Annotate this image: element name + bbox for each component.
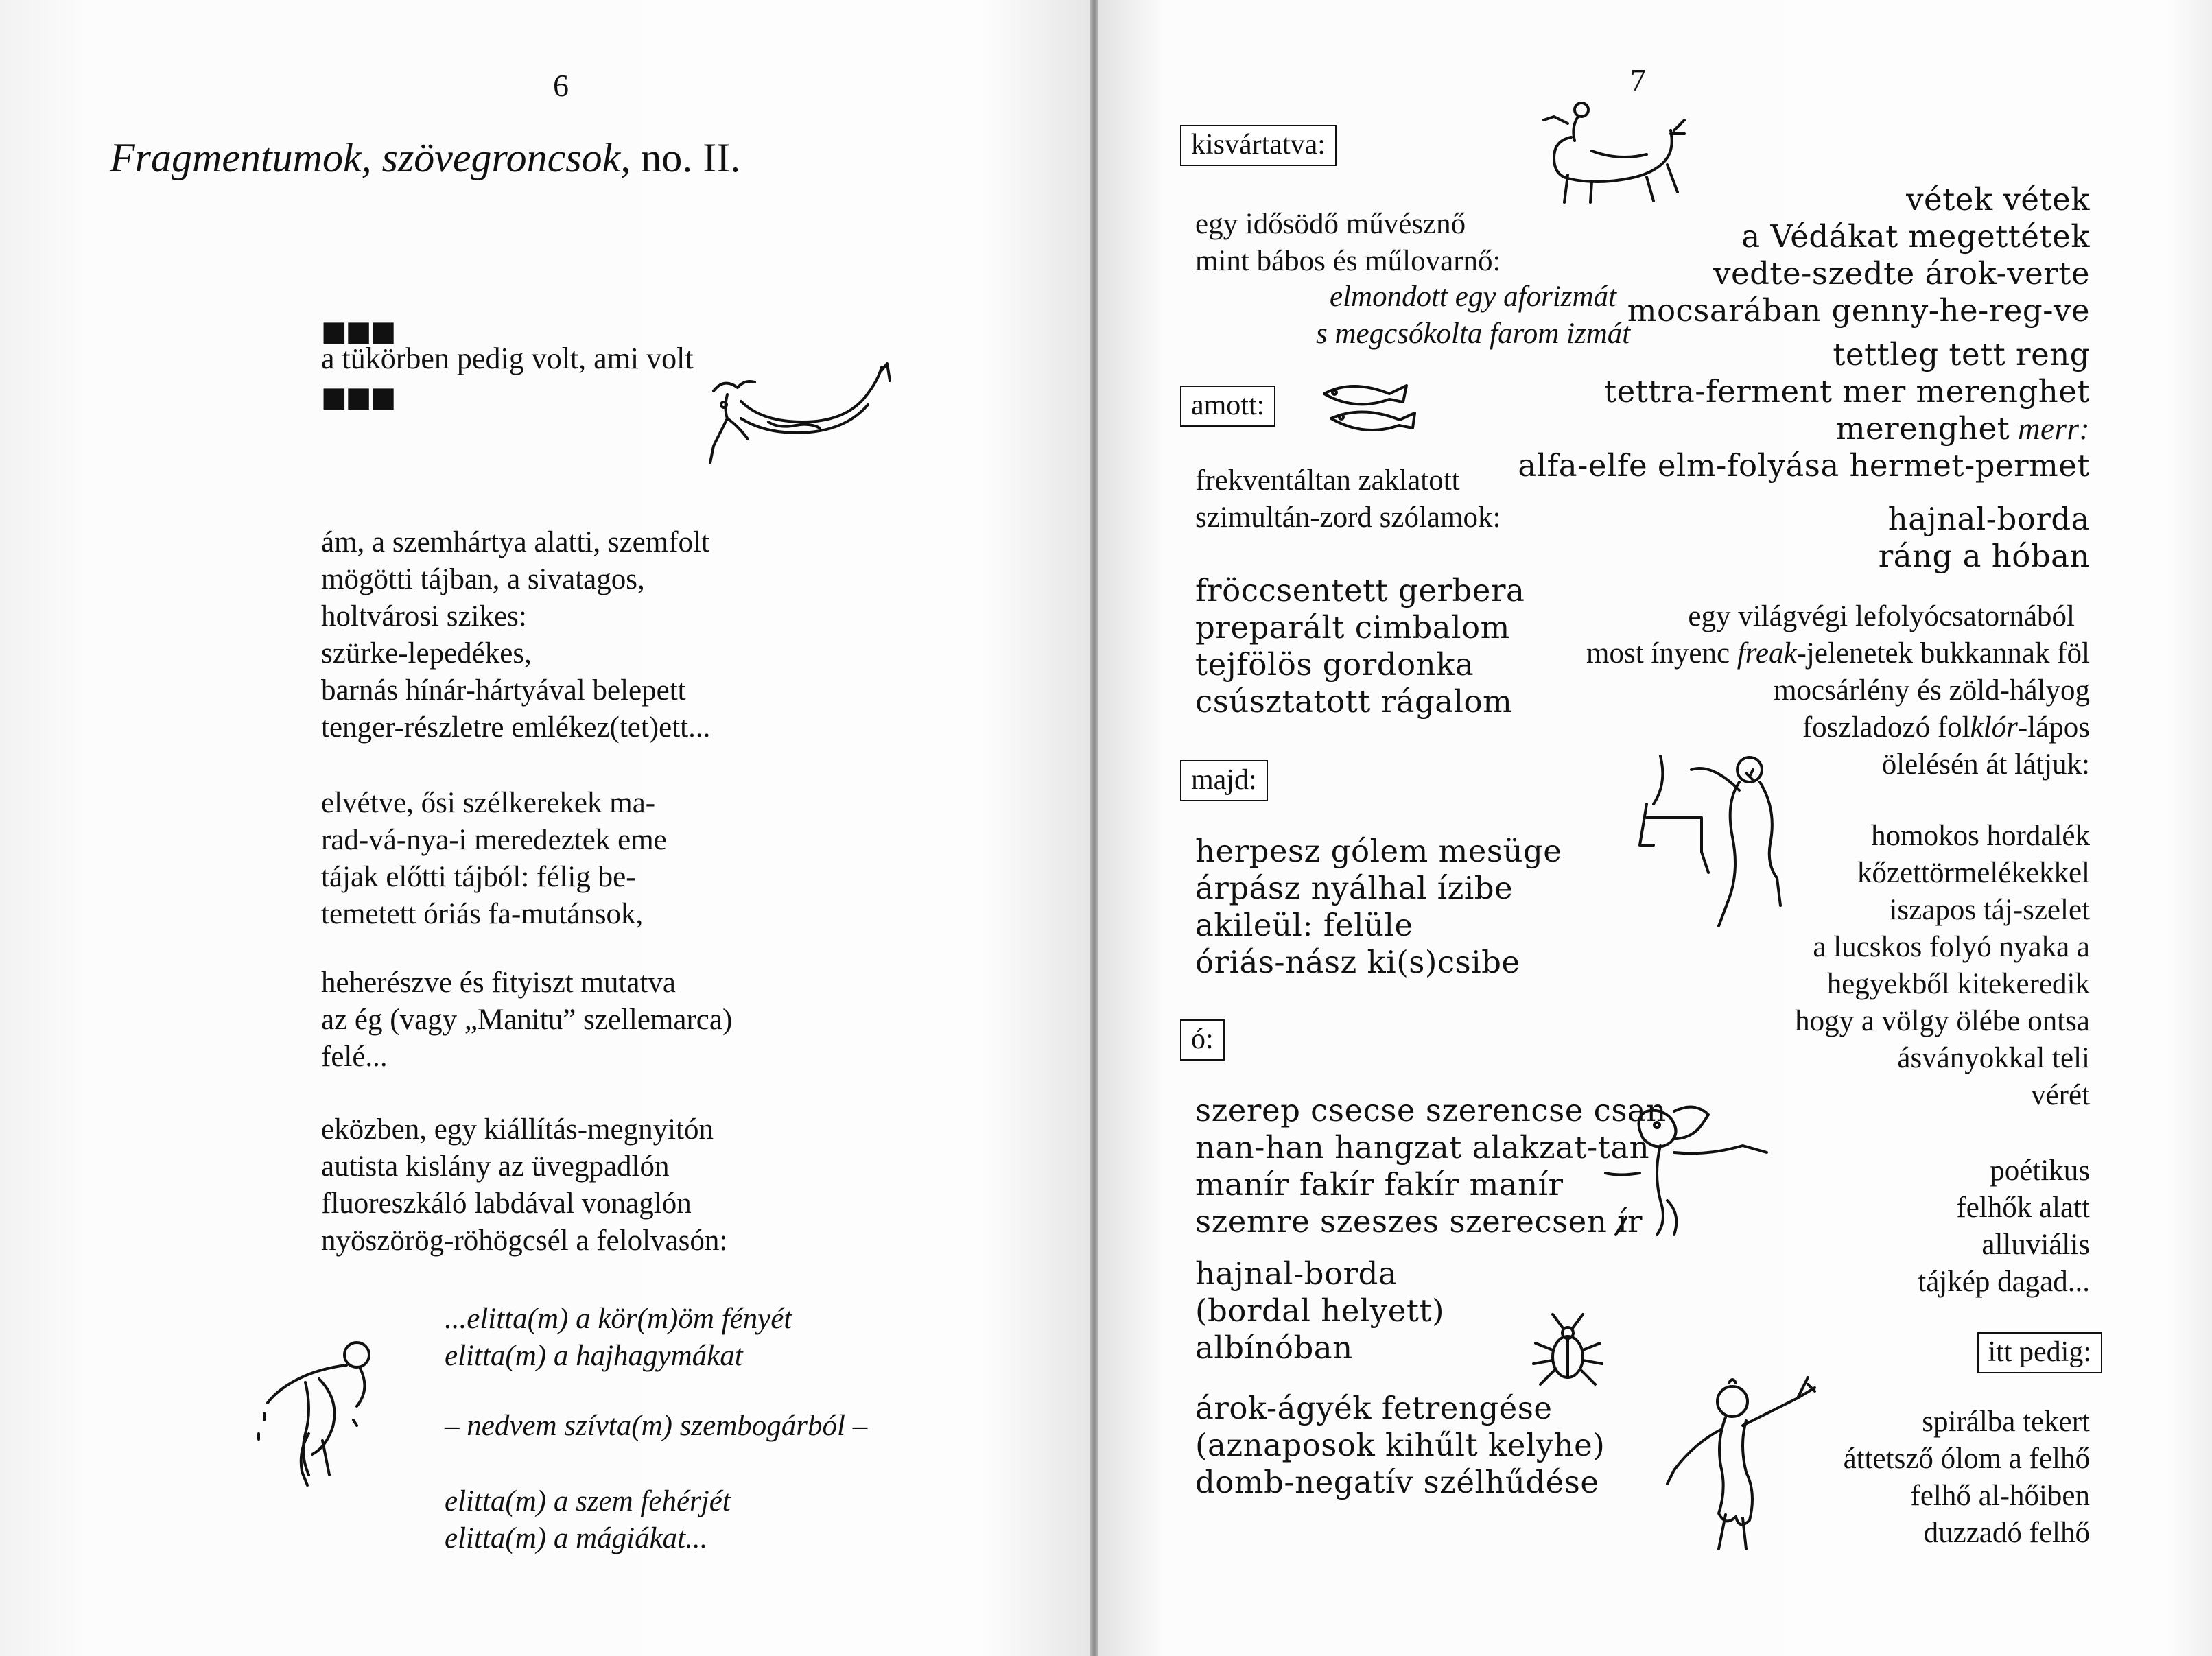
stanza-2-line: temetett óriás fa-mutánsok, <box>321 898 644 930</box>
verse-line: preparált cimbalom <box>1195 609 1510 646</box>
verse-line: hajnal-borda <box>1195 1255 1398 1292</box>
verse-text-italic: klór <box>1970 711 2018 744</box>
italic-quote-c <box>445 1483 731 1557</box>
verse-line <box>1518 410 2090 447</box>
left-block-2 <box>1195 462 1501 536</box>
verse-line: szimultán-zord szólamok: <box>1195 501 1501 534</box>
page-number-right: 7 <box>1630 62 1646 97</box>
stanza-3-line: felé... <box>321 1041 388 1073</box>
stanza-1-line: ám, a szemhártya alatti, szemfolt <box>321 526 709 558</box>
verse-line <box>1586 635 2090 672</box>
stanza-1 <box>321 524 710 746</box>
stanza-2 <box>321 785 667 933</box>
verse-text-italic: freak <box>1737 637 1797 670</box>
verse-text: -lápos <box>2017 711 2090 744</box>
verse-word: merenghet <box>1835 410 2010 447</box>
label-majd: majd: <box>1180 760 1268 801</box>
verse-line: árpász nyálhal ízibe <box>1195 870 1514 906</box>
stanza-3 <box>321 965 732 1076</box>
stanza-2-line: elvétve, ősi szélkerekek ma- <box>321 787 656 819</box>
right-page <box>1098 0 2212 1656</box>
verse-text: -jelenetek bukkannak föl <box>1796 637 2090 670</box>
verse-line: mocsarában genny-he-reg-ve <box>1627 292 2090 329</box>
verse-line: homokos hordalék <box>1871 820 2090 852</box>
verse-line: óriás-nász ki(s)csibe <box>1195 944 1520 980</box>
label-o: ó: <box>1180 1019 1225 1061</box>
figure-drawing-icon <box>244 1338 381 1489</box>
verse-text: foszladozó fol <box>1802 711 1970 744</box>
stanza-3-line: az ég (vagy „Manitu” szellemarca) <box>321 1004 733 1036</box>
verse-line: mocsárlény és zöld-hályog <box>1774 674 2090 707</box>
right-block-1 <box>1627 181 2090 329</box>
italic-quote-line: elitta(m) a mágiákat... <box>445 1522 708 1554</box>
verse-line: vérét <box>2031 1079 2090 1111</box>
verse-line: akileül: felüle <box>1195 907 1413 943</box>
left-block-1 <box>1195 206 1501 280</box>
verse-line: alfa-elfe elm-folyása hermet-permet <box>1518 447 2090 484</box>
label-itt-pedig: itt pedig: <box>1977 1332 2103 1373</box>
verse-line: egy idősödő művésznő <box>1195 208 1466 240</box>
left-block-3 <box>1195 572 1525 720</box>
verse-line: hogy a völgy ölébe ontsa <box>1795 1005 2090 1037</box>
verse-line: fröccsentett gerbera <box>1195 572 1525 608</box>
verse-line: ráng a hóban <box>1878 538 2090 574</box>
label-kisvartatva: kisvártatva: <box>1180 125 1337 166</box>
title-italic: Fragmentumok, szövegroncsok, <box>110 135 631 180</box>
stanza-4 <box>321 1111 727 1259</box>
page-title <box>110 134 740 182</box>
verse-line: felhő al-hőiben <box>1910 1480 2090 1512</box>
verse-line: kőzettörmelékekkel <box>1857 857 2090 889</box>
stanza-4-line: autista kislány az üvegpadlón <box>321 1150 670 1183</box>
stanza-4-line: eközben, egy kiállítás-megnyitón <box>321 1113 714 1146</box>
italic-quote-b: – nedvem szívta(m) szembogárból – <box>445 1410 868 1442</box>
verse-line: csúsztatott rágalom <box>1195 683 1513 720</box>
italic-quote-line: elitta(m) a szem fehérjét <box>445 1485 731 1517</box>
left-page <box>0 0 1091 1656</box>
separator-bottom: ■■■ <box>321 381 395 413</box>
fish-drawing-icon <box>1317 379 1420 440</box>
left-block-4 <box>1195 833 1562 981</box>
stanza-3-line: heherészve és fityiszt mutatva <box>321 967 676 999</box>
verse-text: most ínyenc <box>1586 637 1737 670</box>
verse-line: a lucskos folyó nyaka a <box>1813 931 2090 963</box>
left-block-5 <box>1195 1092 1667 1240</box>
stanza-1-line: mögötti tájban, a sivatagos, <box>321 563 645 595</box>
verse-line: tettra-ferment mer merenghet <box>1604 373 2090 410</box>
verse-line: alluviális <box>1981 1229 2090 1261</box>
verse-line: domb-negatív szélhűdése <box>1195 1464 1599 1500</box>
right-block-6 <box>1918 1152 2090 1301</box>
scales-figure-drawing-icon <box>1633 749 1798 934</box>
verse-line: nan-han hangzat alakzat-tan <box>1195 1129 1650 1166</box>
verse-line: (bordal helyett) <box>1195 1292 1445 1329</box>
verse-line: duzzadó felhő <box>1923 1517 2090 1549</box>
right-block-5 <box>1795 818 2090 1114</box>
verse-line: tejfölös gordonka <box>1195 646 1474 683</box>
verse-line: elmondott egy aforizmát <box>1330 281 1617 313</box>
label-amott: amott: <box>1180 386 1275 427</box>
verse-line: mint bábos és műlovarnő: <box>1195 245 1501 277</box>
ram-figure-drawing-icon <box>1599 1091 1770 1249</box>
page-number-left: 6 <box>553 68 569 103</box>
stanza-4-line: fluoreszkáló labdával vonaglón <box>321 1187 692 1220</box>
verse-line: herpesz gólem mesüge <box>1195 833 1562 869</box>
title-roman: no. II. <box>631 135 741 180</box>
verse-line: iszapos táj-szelet <box>1889 894 2090 926</box>
verse-word-italic: merr: <box>2010 412 2090 446</box>
verse-line: hajnal-borda <box>1887 501 2090 537</box>
right-block-7 <box>1844 1404 2090 1552</box>
verse-line: ölelésén át látjuk: <box>1881 748 2090 781</box>
verse-line: vétek vétek <box>1906 181 2090 217</box>
italic-quote-line: elitta(m) a hajhagymákat <box>445 1340 743 1372</box>
right-block-3 <box>1879 501 2090 575</box>
verse-line: tájkép dagad... <box>1918 1266 2090 1298</box>
verse-line: vedte-szedte árok-verte <box>1713 255 2090 292</box>
verse-line: szemre szeszes szerecsen ír <box>1195 1203 1643 1240</box>
beetle-drawing-icon <box>1530 1309 1605 1398</box>
verse-line: albínóban <box>1195 1329 1353 1366</box>
verse-line <box>1586 709 2090 746</box>
verse-line: egy világvégi lefolyócsatornából <box>1688 600 2075 632</box>
stanza-1-line: barnás hínár-hártyával belepett <box>321 674 686 707</box>
verse-line: ásványokkal teli <box>1897 1042 2090 1074</box>
left-block-6 <box>1195 1255 1444 1367</box>
verse-line: tettleg tett reng <box>1833 336 2090 372</box>
verse-line: szerep csecse szerencse csan <box>1195 1092 1667 1128</box>
stanza-2-line: rad-vá-nya-i meredeztek eme <box>321 824 667 856</box>
verse-line: (aznaposok kihűlt kelyhe) <box>1195 1427 1605 1463</box>
verse-line: hegyekből kitekeredik <box>1826 968 2090 1000</box>
separator-top: ■■■ <box>321 316 395 347</box>
italic-quote-line: ...elitta(m) a kör(m)öm fényét <box>445 1303 792 1335</box>
verse-line: áttetsző ólom a felhő <box>1843 1443 2090 1475</box>
stanza-1-line: szürke-lepedékes, <box>321 637 532 670</box>
creature-drawing-icon <box>700 364 906 480</box>
italic-quote-a <box>445 1301 792 1375</box>
standing-figure-drawing-icon <box>1660 1371 1825 1556</box>
verse-line: felhők alatt <box>1956 1192 2090 1224</box>
stanza-2-line: tájak előtti tájból: félig be- <box>321 861 636 893</box>
stanza-1-line: tenger-részletre emlékez(tet)ett... <box>321 711 711 744</box>
verse-line: spirálba tekert <box>1922 1406 2090 1438</box>
verse-line: poétikus <box>1990 1155 2090 1187</box>
right-block-2 <box>1518 336 2090 484</box>
left-block-7 <box>1195 1390 1605 1501</box>
verse-line: manír fakír fakír manír <box>1195 1166 1564 1203</box>
stanza-1-line: holtvárosi szikes: <box>321 600 527 632</box>
verse-line: s megcsókolta farom izmát <box>1316 318 1631 350</box>
verse-line: frekventáltan zaklatott <box>1195 464 1460 497</box>
verse-line: a Védákat megettétek <box>1741 218 2090 255</box>
verse-line: árok-ágyék fetrengése <box>1195 1390 1553 1426</box>
stanza-4-line: nyöszörög-röhögcsél a felolvasón: <box>321 1225 728 1257</box>
mirror-line: a tükörben pedig volt, ami volt <box>321 342 694 375</box>
